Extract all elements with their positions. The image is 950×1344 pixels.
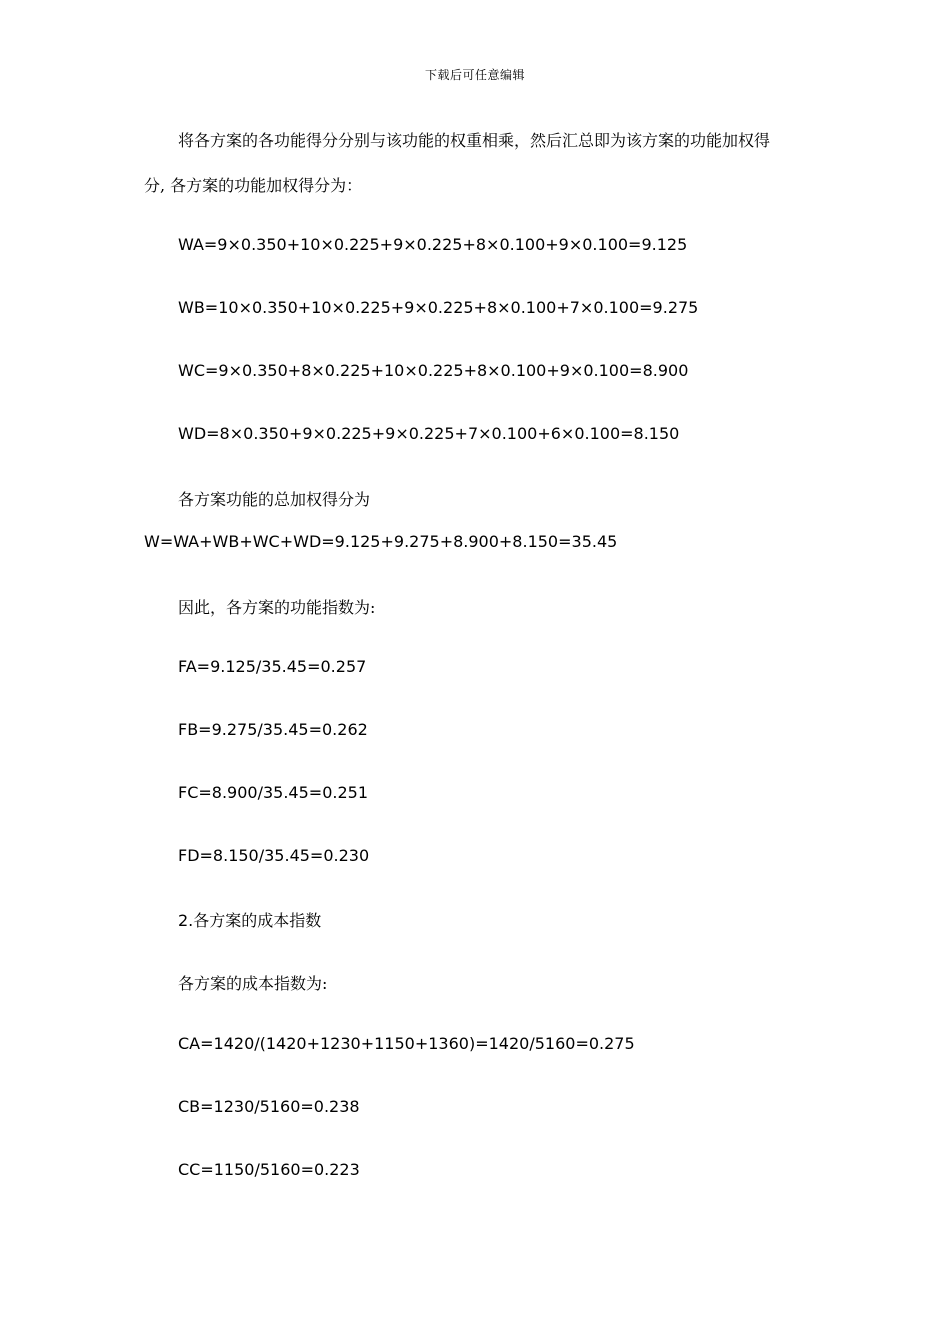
equation-wb: WB=10×0.350+10×0.225+9×0.225+8×0.100+7×0.100=9.275: [178, 298, 699, 317]
equation-fc: FC=8.900/35.45=0.251: [178, 783, 368, 802]
paragraph-line-2: 分, 各方案的功能加权得分为：: [144, 176, 363, 195]
equation-ca: CA=1420/(1420+1230+1150+1360)=1420/5160=0.275: [178, 1034, 635, 1053]
paragraph-line-1: 将各方案的各功能得分分别与该功能的权重相乘，然后汇总即为该方案的功能加权得: [178, 131, 771, 150]
equation-fd: FD=8.150/35.45=0.230: [178, 846, 370, 865]
section-2-number: 2.: [178, 911, 194, 930]
total-intro: 各方案功能的总加权得分为: [178, 490, 371, 509]
equation-cb: CB=1230/5160=0.238: [178, 1097, 360, 1116]
equation-fa: FA=9.125/35.45=0.257: [178, 657, 367, 676]
equation-cc: CC=1150/5160=0.223: [178, 1160, 360, 1179]
section-2-heading: [178, 908, 321, 931]
equation-total: W=WA+WB+WC+WD=9.125+9.275+8.900+8.150=35.45: [144, 532, 618, 551]
equation-fb: FB=9.275/35.45=0.262: [178, 720, 368, 739]
page-header: 下载后可任意编辑: [424, 68, 525, 82]
section-2-title: 各方案的成本指数: [193, 911, 322, 930]
cost-index-intro: 各方案的成本指数为:: [178, 974, 328, 993]
equation-wc: WC=9×0.350+8×0.225+10×0.225+8×0.100+9×0.100=8.900: [178, 361, 689, 380]
equation-wa: WA=9×0.350+10×0.225+9×0.225+8×0.100+9×0.100=9.125: [178, 235, 688, 254]
function-index-intro: 因此，各方案的功能指数为:: [178, 598, 376, 617]
equation-wd: WD=8×0.350+9×0.225+9×0.225+7×0.100+6×0.100=8.150: [178, 424, 680, 443]
